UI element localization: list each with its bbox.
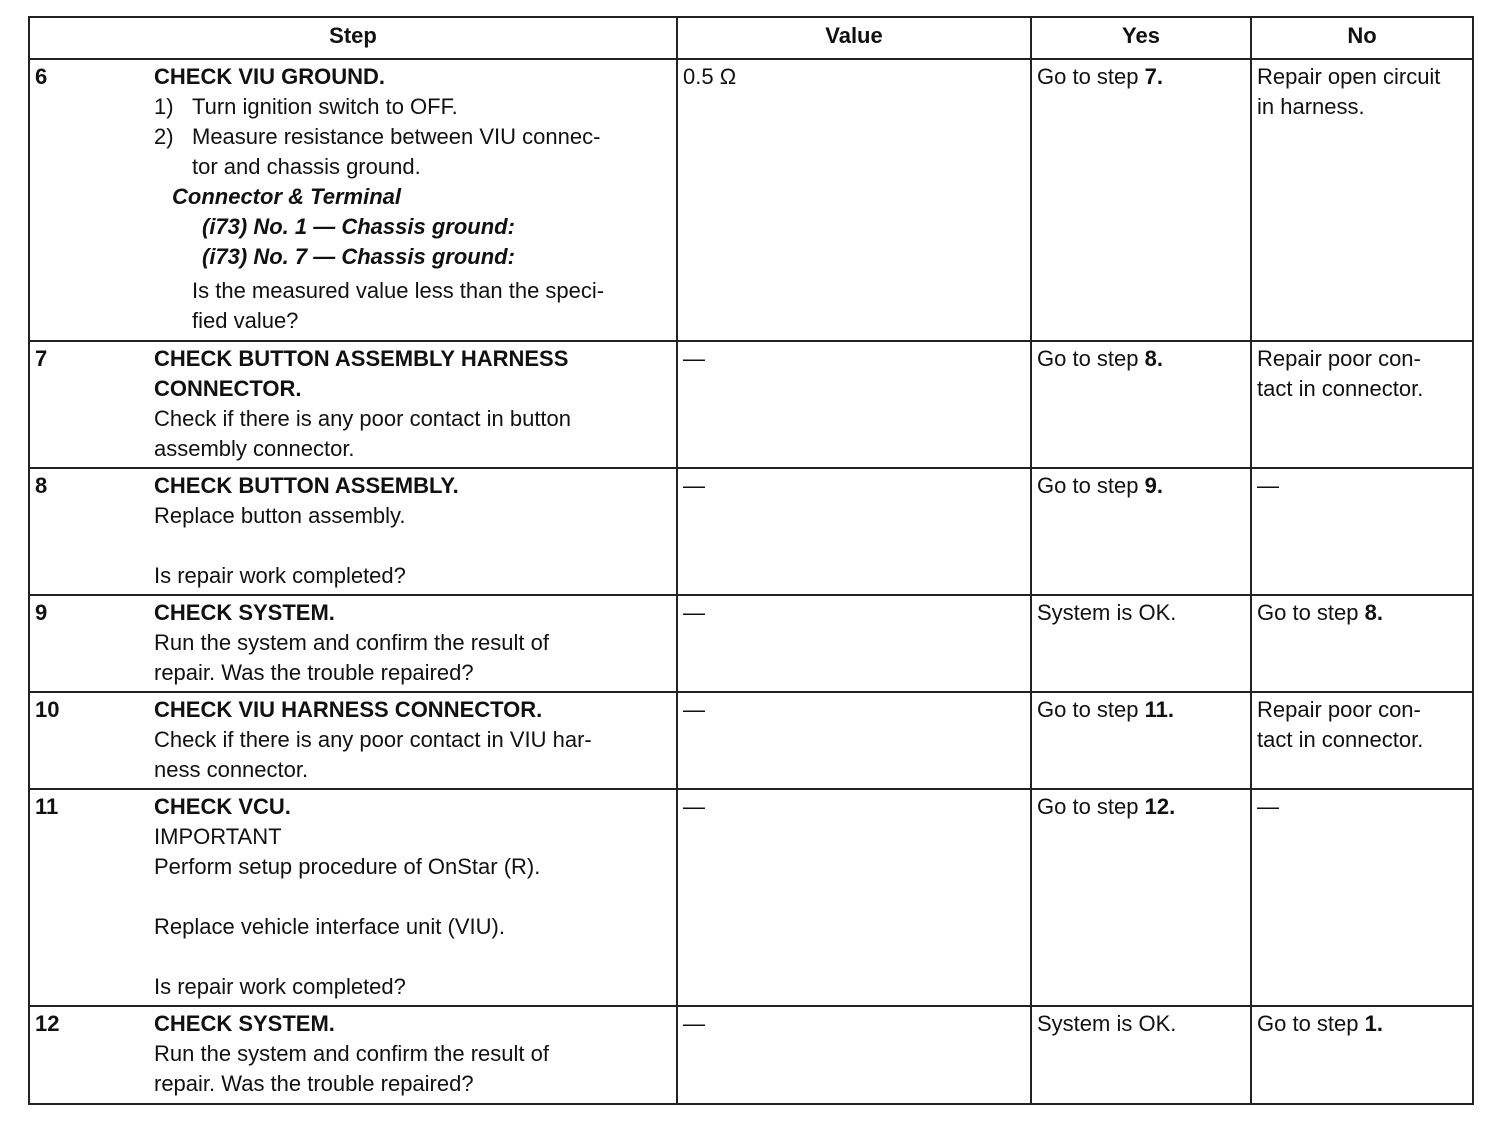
step-cell [29,59,677,341]
step-question: Is repair work completed? [154,563,406,588]
step-text: assembly connector. [154,436,355,461]
yes-text: Go to step [1037,346,1145,371]
yes-text: Go to step [1037,473,1145,498]
no-text: Repair poor con- [1257,697,1421,722]
step-text: Check if there is any poor contact in button [154,406,572,431]
yes-cell: System is OK. [1031,595,1251,692]
table-row [29,692,1473,789]
step-cell [29,789,677,1006]
connector-terminal: (i73) No. 7 — Chassis ground: [202,244,515,269]
header-value: Value [677,17,1031,59]
yes-cell [1031,692,1251,789]
step-text: Replace button assembly. [154,503,406,528]
step-cell [29,341,677,468]
value-cell: — [677,692,1031,789]
step-text: Check if there is any poor contact in VIU har- [154,727,592,752]
value-cell: — [677,789,1031,1006]
no-text: tact in connector. [1257,727,1424,752]
no-cell [1251,692,1473,789]
step-number: 9 [35,600,48,625]
step-text: Replace vehicle interface unit (VIU). [154,914,505,939]
no-cell [1251,1006,1473,1104]
no-step: 8. [1364,600,1383,625]
no-cell [1251,59,1473,341]
yes-step: 8. [1144,346,1163,371]
yes-step: 11. [1144,697,1174,722]
step-title: CHECK BUTTON ASSEMBLY. [154,473,459,498]
value-cell: 0.5 Ω [677,59,1031,341]
no-text: in harness. [1257,94,1365,119]
table-row [29,789,1473,1006]
step-question: fied value? [192,308,299,333]
step-number: 12 [35,1011,60,1036]
step-cell [29,468,677,595]
yes-text: Go to step [1037,697,1145,722]
yes-cell: System is OK. [1031,1006,1251,1104]
table-row [29,468,1473,595]
substep-number: 1) [154,94,174,119]
substep-number: 2) [154,124,174,149]
header-row [29,17,1473,59]
substep-text: tor and chassis ground. [192,154,421,179]
header-no: No [1251,17,1473,59]
diagnostic-table [28,16,1474,1105]
no-step: 1. [1364,1011,1383,1036]
step-title: CHECK SYSTEM. [154,1011,335,1036]
no-cell [1251,595,1473,692]
no-cell: — [1251,789,1473,1006]
table-row [29,341,1473,468]
step-text: Run the system and confirm the result of [154,630,549,655]
step-number: 8 [35,473,48,498]
substep-text: Measure resistance between VIU connec- [192,124,601,149]
step-number: 10 [35,697,60,722]
no-text: tact in connector. [1257,376,1424,401]
no-cell: — [1251,468,1473,595]
step-title: CHECK SYSTEM. [154,600,335,625]
yes-step: 7. [1144,64,1163,89]
step-number: 7 [35,346,48,371]
value-cell: — [677,341,1031,468]
yes-step: 12. [1144,794,1176,819]
connector-terminal: (i73) No. 1 — Chassis ground: [202,214,515,239]
step-title: CHECK VIU HARNESS CONNECTOR. [154,697,543,722]
step-question: Is the measured value less than the speci- [192,278,605,303]
step-title: CHECK BUTTON ASSEMBLY HARNESS [154,346,569,371]
step-text: repair. Was the trouble repaired? [154,660,474,685]
step-title: CONNECTOR. [154,376,302,401]
table-row [29,1006,1473,1104]
yes-text: Go to step [1037,64,1145,89]
no-cell [1251,341,1473,468]
table-row [29,59,1473,341]
step-number: 11 [35,794,59,819]
step-cell [29,595,677,692]
step-text: ness connector. [154,757,309,782]
no-text: Repair poor con- [1257,346,1421,371]
yes-text: Go to step [1037,794,1145,819]
step-title: CHECK VIU GROUND. [154,64,386,89]
value-cell: — [677,595,1031,692]
yes-cell [1031,341,1251,468]
no-text: Repair open circuit [1257,64,1441,89]
step-cell [29,692,677,789]
yes-cell [1031,468,1251,595]
header-step: Step [29,17,677,59]
no-text: Go to step [1257,1011,1365,1036]
value-cell: — [677,468,1031,595]
no-text: Go to step [1257,600,1365,625]
yes-cell [1031,789,1251,1006]
yes-step: 9. [1144,473,1163,498]
step-text: Run the system and confirm the result of [154,1041,549,1066]
step-text: repair. Was the trouble repaired? [154,1071,474,1096]
yes-cell [1031,59,1251,341]
step-title: CHECK VCU. [154,794,291,819]
important-label: IMPORTANT [154,824,282,849]
step-question: Is repair work completed? [154,974,406,999]
header-yes: Yes [1031,17,1251,59]
table-row [29,595,1473,692]
connector-heading: Connector & Terminal [172,184,401,209]
value-cell: — [677,1006,1031,1104]
step-text: Perform setup procedure of OnStar (R). [154,854,541,879]
substep-text: Turn ignition switch to OFF. [192,94,458,119]
step-number: 6 [35,64,48,89]
step-cell [29,1006,677,1104]
